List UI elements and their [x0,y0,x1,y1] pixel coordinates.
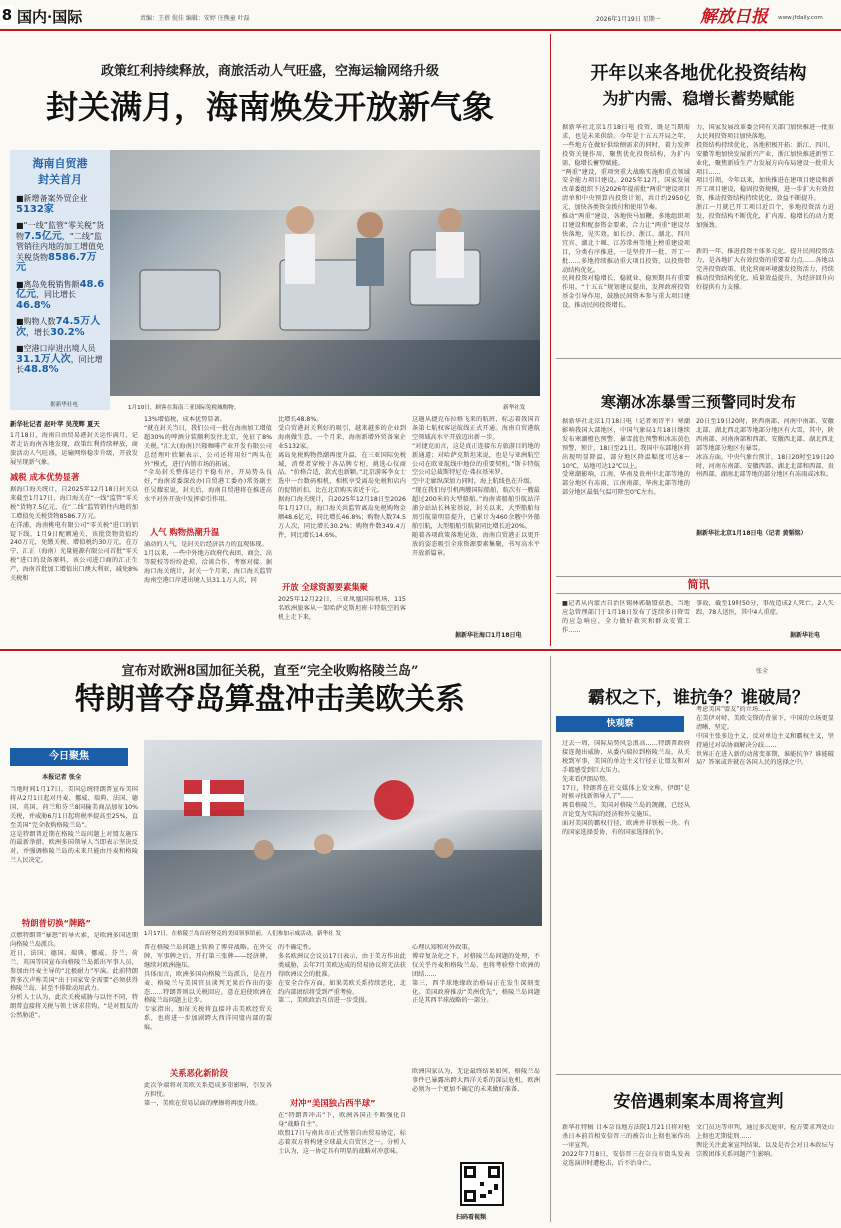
greenland-col2: 普在格陵兰岛问题上转换了博弈战略。在外交牌、军事牌之后，开打第三张牌——经济牌，继续对欧洲施压。 具体而言，欧洲多国向格陵兰岛派兵，是在丹麦、格陵兰与美国官员谈判无果后作出的姿态……特朗普则以关税回应，意在迫使欧洲在格陵兰岛问题上让步。 专家指出，加征关税将直接冲击美欧经贸关系，也将进一步加剧跨大西洋同盟内部的裂痕。 [144,944,272,1032]
cold-col1: 据新华社北京1月18日电（记者刘诗平）寒潮影响我国大部地区，中国气象局1月18日继续发布寒潮橙色预警、暴雪蓝色预警和冰冻黄色预警，预计，18日至21日，我国中东部地区将出现明显降温，部分地区降温幅度可达8～10℃，局地可达12℃以上。 受寒潮影响，江南、华南及贵州中北部等地的部分地区有冻雨，江南南部、华南北部等地的部分地区最低气温可降至0℃左右。 [562,418,690,497]
greenland-col2-body: 此次争端将对美欧关系造成多重影响，引发各方担忧。 第一，美欧在贸易层面的摩擦将再度升级。 [144,1082,272,1107]
sidebar-stat [16,344,106,376]
section-rule [0,649,841,651]
abe-headline: 安倍遇刺案本周将宣判 [613,1092,784,1112]
protest-image [144,740,542,926]
sidebar-stat [16,317,106,338]
invest-col1: 据新华社北京1月18日电 投资，既是当期需求，也是未来供给。今年是十五五开局之年，一些地方在做好供给侧需求的同时，着力发挥投资关键作用，聚焦优化投资结构，为扩内需、稳增长蓄势赋能。 “两重”建设，重项突重大战略实施和重点领域安全能力项目建设。2025年12月，国家发展改革委组织下达2026年提前批“两重”建设项目清单和中央预算内投资计划，共计约2950亿元，加快各类资金拨付和使用节奏。 推动“两重”建设，各地快马加鞭。多地组织项目建设和配套资金要素，合力让“两重”建设尽快落地、见实效。如长沙、浙江、湖北、四川宜宾、湖北十堰、江苏常州等地上榜重建设项目，分类有序推进，一是坚持开一批、开工一批……多地持续推动重大项目投资，以投资带动结构优化。 民间投资对稳增长、稳就业、稳预期具有重要作用。“十五五”规划建议提出，发挥政府投资基金引导作用，鼓励民间资本参与重大项目建设，推动民间投资增长。 [562,124,690,310]
subhead-cards: 特朗普切换“牌路” [22,918,91,928]
sidebar-stat-value: 74.5万人次 [16,316,101,338]
sidebar-stat-value: 48.6亿元 [16,278,105,300]
greenland-photo [144,740,542,926]
site-url[interactable]: www.jfdaily.com [778,15,823,21]
editors-line: 责编：王蓓 倪佳 编辑：安婷 庄熊童 叶磊 [140,15,250,22]
invest-col2: 力，国家发展改革委会同有关部门加快推进一批重大民间投资项目加快落地。 投资结构持续优化，各地积极开拓：新江、四川、安徽等地加快发展新兴产业，浙江加快推进新型工业化，聚焦新质生产力发展方向布局建设一批重大项目…… 项目引领，今年以来，加快推进在建项目建设和新开工项目建设，稳固投资规模，进一步扩大有效投资，推动投资结构持续优化、效益不断提升。 浙江一月就已开工项目近百个，多地投资活力迸发，投资结构不断优化，扩内需、稳增长的动力更加强劲。 [696,124,834,229]
sidebar-title: 海南自贸港 封关首月 [32,157,88,186]
greenland-caption: 1月17日，在格陵兰岛首府努克的美国领事馆前，人们参加示威活动。新华社 发 [144,931,342,937]
photo-caption: 1月10日，顾客在海南三亚国际免税城购物。 [128,405,240,411]
quick-view-tag [556,716,684,732]
sidebar-stat-label: ，同比增长 [16,354,103,374]
greenland-byline: 本报记者 张全 [42,774,82,781]
brief-credit: 据新华社电 [790,632,821,639]
date-line: 2026年1月19日 星期一 [596,16,661,23]
masthead-rule [0,29,841,31]
divider [556,1074,841,1075]
hegemony-author: 张全 [756,668,769,675]
hainan-sidebar [10,150,110,410]
hainan-credit: 据新华社海口1月18日电 [455,632,522,639]
photo-credit: 新华社发 [503,405,526,411]
sidebar-stat-label: ，增长 [26,327,50,337]
sidebar-stat [16,280,106,312]
brief-col1: ■记者从内蒙古自治区锡林郭勒盟获悉，当地应急管理部门于1月18日发布了连续多日降雪的应急响应，全力做好救灾和群众安置工作…… [562,600,690,634]
brief-col2: 事故，截至19时50分，事故造成2人死亡，2人失踪，78人送医，其中4人重症。 [696,600,834,616]
sidebar-stat-value: 30.2% [50,326,85,338]
qr-code[interactable] [460,1162,504,1206]
sidebar-stat-label: ■新增备案外贸企业 [16,194,88,203]
invest-headline: 开年以来各地优化投资结构 [590,63,807,84]
page-number: 8 [1,6,13,24]
duty-free-shop-image [110,150,540,396]
hainan-byline: 新华社记者 赵叶苹 吴茂辉 夏天 [10,420,100,428]
greenland-headline: 特朗普夺岛算盘冲击美欧关系 [75,682,465,717]
focus-tag [10,748,128,766]
subhead-opening: 开放 全球资源要素集聚 [282,582,368,592]
subhead-tax: 减税 成本优势显著 [10,472,80,482]
section-title: 国内·国际 [17,8,83,26]
hainan-photo [110,150,540,396]
sidebar-stat-label: ■空港口岸进出境人员 [16,344,96,353]
sidebar-stat-label: ■离岛免税销售额 [16,279,80,289]
cold-credit: 据新华社北京1月18日电（记者 黄韬铭） [696,530,807,537]
invest-subheadline: 为扩内需、稳增长蓄势赋能 [602,89,795,108]
focus-tag-label: 今日聚焦 [49,751,89,762]
column-divider [550,656,551,1222]
sidebar-stat-value: 48.8% [24,364,59,375]
subhead-shopping: 人气 购物热潮升温 [150,527,220,537]
newspaper-logo: 解放日报 [700,7,768,27]
hainan-kicker: 政策红利持续释放，商旅活动人气旺盛，空海运输网络升级 [100,64,439,79]
sidebar-stat-value: 8586.7万元 [16,251,97,273]
quick-view-label: 快观察 [606,719,634,729]
abe-col1: 新华社特稿 日本奈良地方法院1月21日将对枪杀日本前首相安倍晋三的被告山上彻也案作出一审宣判。 2022年7月8日，安倍晋三在奈良市街头发表竞选演讲时遭枪击，后不治身亡。 [562,1124,690,1167]
hainan-col2: 13%增值税，成本优势显著。 “就在封关当日，我们公司一批在海南加工增值超30%的啤酒分装顺利发往北京，免征了8%关税。”汇大(海南)兴隆咖啡产业开发有限公司总经理叶欣颖表示，公司还将用好“两头在外”模式，进行内销市场的拓展。 “全岛封关整体运行平稳有序，开局势头良好，”海南省委深改办(自贸港工委办)常务副主任吴耀宏说，封关后，海南自贸港将在推进高水平对外开放中发挥牵引作用。 [144,416,272,504]
greenland-col3-body: 在“特朗普冲击”下，欧洲各国正不断强化自身“战略自主”。 欧盟17日与南共市正式签署自由贸易协定，标志着双方将构建全球最大自贸区之一。分析人士认为，这一协定具有明显的战略对冲意味。 [278,1112,406,1155]
hainan-headline: 封关满月，海南焕发开放新气象 [45,88,494,126]
brief-title: 简讯 [687,578,710,591]
subhead-western-hemisphere: 对冲“美国独占西半球” [290,1098,376,1108]
sidebar-stat-value: 31.1万人次 [16,353,71,365]
hainan-col3: 比增长48.8%。 受自贸港封关利好的吸引，越来越多的企业到海南做生意。一个月来，海南新增外贸备案企业5132家。 离岛免税购物热潮再度升温，在三亚国际免税城，消费者穿梭于各品牌专柜，挑选心仪商品。“价格合适，款式也新颖。”北京游客李女士选中一台数码相机，相机享受离岛免税和店内的促销折扣，比在北京购买省近千元。 据海口海关统计，自2025年12月18日至2026年1月17日，海口海关共监管离岛免税购物金额48.6亿元，同比增长46.8%；购物人数74.5万人次，同比增长30.2%；购物件数349.4万件，同比增长14.6%。 [278,416,406,539]
hainan-col1-body: 据海口海关统计，自2025年12月18日封关以来截至1月17日，海口海关在“一线”监管“零关税”货物7.5亿元，在“二线”监管销往内地的加工增值免关税货物8586.7万元。 在洋浦，海南桃电有限公司“零关税”进口的铝锭下线，1月9日配额通关，该批货物货值约240万元，免缴关税、增值税约30万元。在万宁，汇正（海南）光量能源有限公司首批“零关税”进口的设备原料，该公司进口商的汇正生产，海南首批加工增值出口澳大利亚，减免8%关税和 [10,486,138,583]
greenland-kicker: 宣布对欧洲8国加征关税，直至“完全收购格陵兰岛” [121,664,419,679]
qr-label: 扫码看视频 [456,1214,487,1221]
hegemony-col1: 过去一周，国际局势风急浪高……特朗普政府接连抛出威胁，从委内瑞拉到格陵兰岛，从关税到军事，美国的单边主义行径正让盟友和对手都感受到巨大压力。 先来看伊朗局势。 17日，特朗普在社交媒体上发文称，伊朗“是时候寻找新领导人了”…… 再看格陵兰。美国对格陵兰岛的觊觎，已经从言论变为实际的经济和外交施压。 面对美国的霸权行径，欧洲并非铁板一块。有的国家选择妥协，有的国家选择抗争。 [562,740,690,837]
sidebar-stat-label: ■购物人数 [16,317,56,326]
sidebar-stat [16,221,106,274]
abe-col2: 文门员达等审判，通过多次庭审，检方要求判处山上彻也无期徒刑…… 舆论关注此案宣判结果，以及是否会对日本政坛与宗教团体关系问题产生影响。 [696,1124,834,1158]
sidebar-stat-label: ，同比增长 [36,290,76,299]
sidebar-stat-label: ■“一线”监管“零关税”货物 [16,221,105,241]
sidebar-credit: 据新华社电 [50,402,78,408]
hegemony-headline: 霸权之下，谁抗争？谁破局？ [588,688,809,708]
hainan-col3-body: 2025年12月22日，三亚凤凰国际机场，115名欧洲旅客从一架哈萨克斯坦班卡特航空的客机上走下来， [278,596,406,621]
greenland-col4-b: 欧洲国家认为，无论最终结果如何，格陵兰岛事件已暴露出跨大西洋关系的深层危机，欧洲必须为一个更加不确定的未来做好准备。 [412,1068,540,1093]
hainan-col1-lead: 1月18日，海南自由贸易港封关运作满月，记者走访海南各地发现，政策红利持续释放，商旅活动人气旺盛，运输网络稳步升级，开放发展呈现新气象。 [10,432,138,466]
sidebar-stat-label: ，“二线”监管销往内地的加工增值免关税货物 [16,231,104,262]
greenland-col1: 当地时间1月17日，美国总统特朗普宣布美国将从2月1日起对丹麦、挪威、瑞典、法国、德国、英国、荷兰和芬兰8国输美商品加征10%关税，并威胁6月1日起将税率提高至25%，直至美国“完全收购格陵兰岛”。 这是特朗普近期在格陵兰岛问题上对盟友施压的最新举措。欧洲多国领导人当即表示坚决反对，并强调格陵兰岛的未来只能由丹麦和格陵兰人民决定。 [10,786,138,865]
sidebar-stat-value: 7.5亿元 [24,230,62,242]
greenland-col1-body: 点燃特朗普“暴怒”的导火索，是欧洲多国近期向格陵兰岛派兵。 近日，法国、德国、瑞典、挪威、芬兰、荷兰、英国等国宣布向格陵兰岛派出军事人员，参加由丹麦主导的“北极耐力”军演。此前特朗普多次声称美国“出于国家安全需要”必须获得格陵兰岛，甚至不排除动用武力。 分析人士认为，此次关税威胁与以往不同，特朗普直接将关税与领土诉求挂钩，“是对盟友的公然胁迫”。 [10,932,138,1020]
divider [556,358,841,359]
greenland-col3: 的不确定性。 多名欧洲议会议员17日表示，由于美方作出此类威胁，去年7月美欧达成的贸易协议将无法获得欧洲议会的批准。 在安全合作方面，如果美欧关系持续恶化，北约内部团结将受到严重考验。 第二，美欧政治互信进一步受损。 [278,944,406,1005]
sidebar-stat [16,194,106,215]
sidebar-stat-value: 5132家 [16,203,54,215]
hainan-col2-body: 涌动的人气，是封关后经济活力的直观体现。 1月以来，一些中外地方政府代表团、商会、高等院校等纷纷赴琼，洽谈合作、考察对接。据海口海关统计，封关一个月来，海口海关监管海南空港口岸进出境人员31.1万人次，同 [144,541,272,584]
hegemony-col2: 考虑美国“盟友”的立场…… 在美伊对峙、美欧交锋的背景下，中国的立场更显清晰、坚定。 中国主张多边主义，反对单边主义和霸权主义，坚持通过对话协商解决分歧…… 世界正在进入新的动荡变革期，谁能抗争？谁能破局？答案或许就在各国人民的选择之中。 [696,706,834,767]
hainan-col4: 这趟从捷克布拉格飞来的航班，标志着我国首条第七航权客运航线正式开通。海南自贸港航空领域高水平开放迈出新一步。 “对捷克而言，这是真正连接东方旅游目的地的新通道；对哈萨克斯坦来说，也是与亚洲航空公司在欧亚航线中地位的重要契机。”斯卡特航空公司总裁斯特尼克·弗拉基米罗。 空中走廊纵深加力同时，海上航线也在升级。 “现在我们每引机两艘国际船舶，航次有一艘最超过200米的大型船舶。”海南省船舶引航站洋浦分站站长林宏基说，封关以来，大型船舶每周引航量明显提升，已累计为460余艘中外船舶引航，大型船舶引航量同比增长近20%。 随着各项政策落地见效，海南自贸港正以更开放的姿态吸引全球资源要素集聚，书写高水平开放新篇章。 [412,416,540,557]
invest-col3: 新的一年，推进投资主体多元化、提升民间投资活力，是各地扩大有效投资的重要着力点……各地以完善投资政策、优化营商环境激发投资活力，持续推动投资结构优化、质量效益提升，为经济回升向好提供有力支撑。 [696,248,834,291]
subhead-relations: 关系恶化新阶段 [170,1068,229,1078]
greenland-col4: 心理认知和对外政策。 博弈复杂化之下，对格陵兰岛问题的处理，不仅关乎丹麦和格陵兰岛，也将考验整个欧洲的团结…… 第三，西半球地缘政治格局正在发生深刻变化。美国政府推动“美洲优先”，格陵兰岛问题正是其西半球战略的一部分。 [412,944,540,1005]
sidebar-stat-value: 46.8% [16,299,51,311]
cold-col2: 20日至19日20时，陕西南部、河南中南部、安徽北部、湖北西北部等地部分地区有大雪，其中，陕西南部、河南南部和西部、安徽西北部、湖北西北部等地部分地区有暴雪。 冰冻方面，中央气象台预计，18日20时至19日20时，河南东南部、安徽西部、湖北北部和西部、贵州西部、湖南北部等地的部分地区有冻雨或冰粒。 [696,418,834,479]
cold-headline: 寒潮冰冻暴雪三预警同时发布 [600,393,796,411]
sidebar-list [16,194,106,382]
qr-code-icon [462,1164,502,1204]
brief-header-bar [556,576,841,594]
column-divider [550,34,551,646]
